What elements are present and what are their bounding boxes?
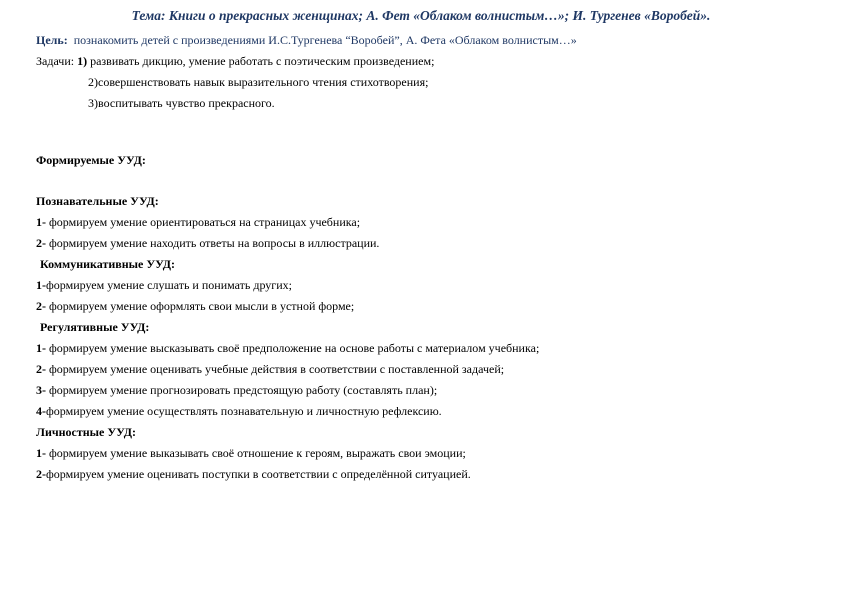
item-number: 1- [36, 215, 46, 229]
item-number: 1- [36, 446, 46, 460]
item-number: 2- [36, 236, 46, 250]
personal-item [36, 467, 471, 481]
item-number: 3- [36, 383, 46, 397]
lesson-title: Тема: Книги о прекрасных женщинах; А. Фет «Облаком волнистым…»; И. Тургенев «Воробей». [131, 8, 711, 23]
item-text: формируем умение выказывать своё отношение к героям, выражать свои эмоции; [49, 446, 466, 460]
item-text: формируем умение слушать и понимать других; [46, 278, 292, 292]
item-text: формируем умение оценивать поступки в соответствии с определённой ситуацией. [46, 467, 471, 481]
communicative-item [36, 278, 292, 292]
regulatory-item [36, 404, 442, 418]
item-number: 1- [36, 341, 46, 355]
item-text: формируем умение осуществлять познавательную и личностную рефлексию. [46, 404, 442, 418]
communicative-item [36, 299, 354, 313]
item-number: 2- [36, 467, 46, 481]
item-number: 2- [36, 299, 46, 313]
item-number: 1- [36, 278, 46, 292]
goal-text: познакомить детей с произведениями И.С.Тургенева “Воробей”, А. Фета «Облаком волнистым…» [73, 33, 577, 47]
task-1-number: 1) [77, 54, 88, 68]
task-1-text: развивать дикцию, умение работать с поэтическим произведением; [90, 54, 435, 68]
cognitive-item [36, 236, 379, 250]
regulatory-item [36, 341, 539, 355]
personal-item [36, 446, 466, 460]
tasks-line [36, 54, 434, 68]
task-2: 2)совершенствовать навык выразительного чтения стихотворения; [88, 75, 429, 89]
cognitive-heading: Познавательные УУД: [36, 194, 159, 208]
uud-heading: Формируемые УУД: [36, 153, 146, 167]
regulatory-item [36, 362, 504, 376]
item-text: формируем умение ориентироваться на страницах учебника; [49, 215, 361, 229]
item-number: 2- [36, 362, 46, 376]
personal-heading: Личностные УУД: [36, 425, 137, 439]
regulatory-item [36, 383, 437, 397]
goal-label: Цель: [36, 33, 68, 47]
item-text: формируем умение находить ответы на вопросы в иллюстрации. [49, 236, 380, 250]
cognitive-item [36, 215, 360, 229]
task-3: 3)воспитывать чувство прекрасного. [88, 96, 275, 110]
communicative-heading: Коммуникативные УУД: [40, 257, 176, 271]
goal-line [36, 33, 577, 47]
item-text: формируем умение высказывать своё предположение на основе работы с материалом учебника; [49, 341, 540, 355]
item-text: формируем умение оформлять свои мысли в устной форме; [49, 299, 355, 313]
regulatory-heading: Регулятивные УУД: [40, 320, 150, 334]
tasks-label: Задачи: [36, 54, 75, 68]
item-number: 4- [36, 404, 46, 418]
item-text: формируем умение оценивать учебные действия в соответствии с поставленной задачей; [49, 362, 505, 376]
item-text: формируем умение прогнозировать предстоящую работу (составлять план); [49, 383, 438, 397]
